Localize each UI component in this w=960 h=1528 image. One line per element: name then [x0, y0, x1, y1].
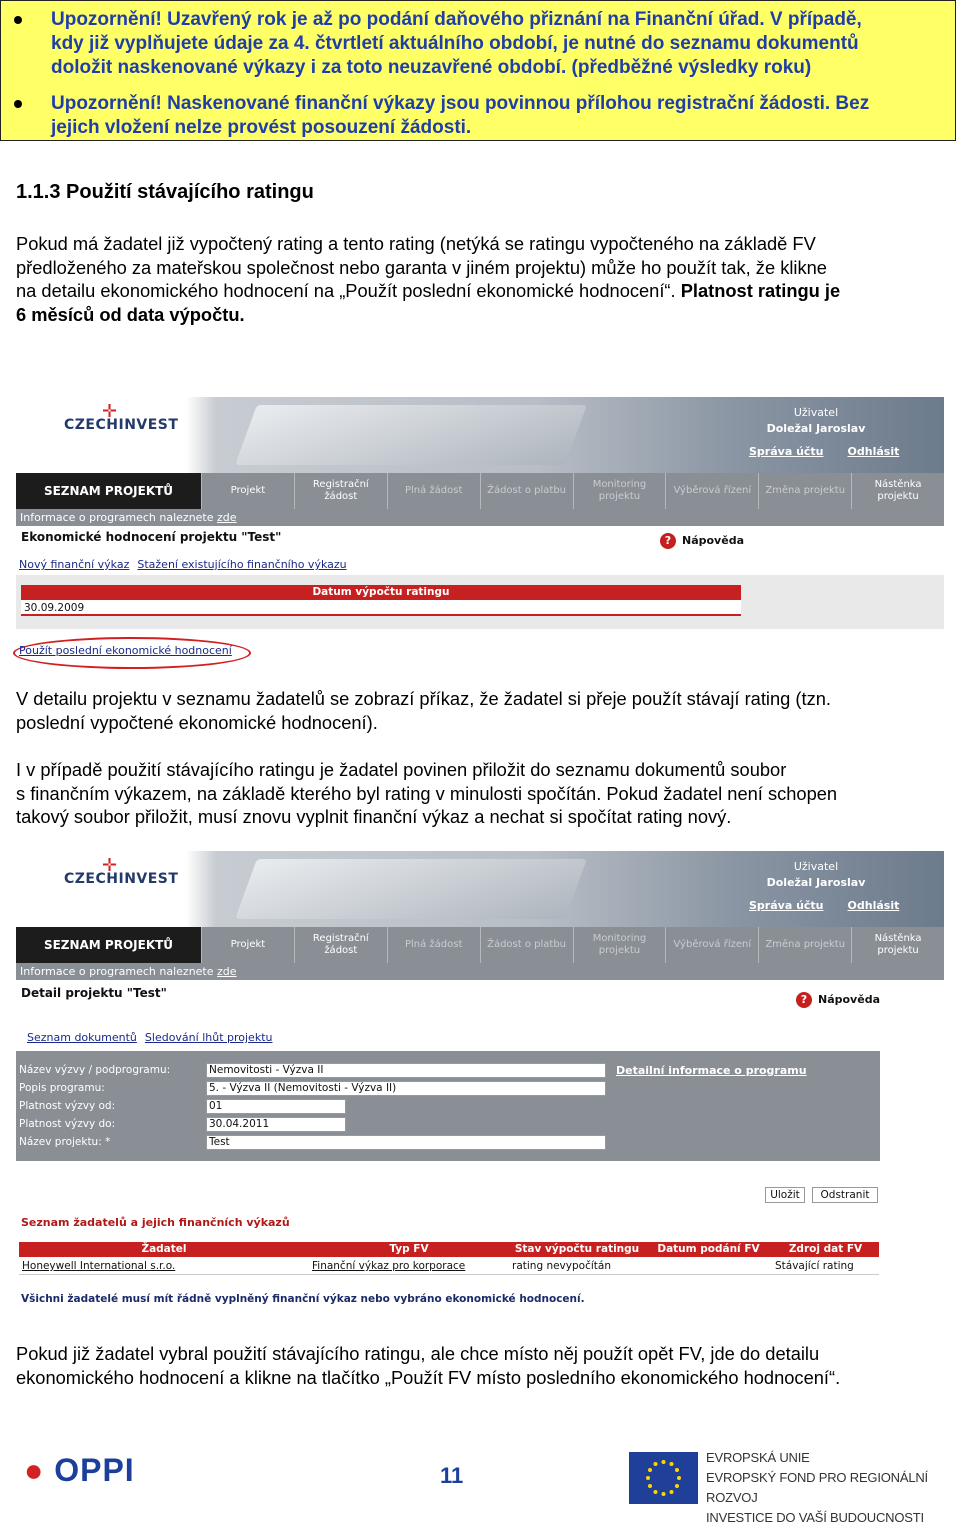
info-link[interactable]: zde [217, 965, 237, 978]
nav-payment[interactable]: Žádost o platbu [480, 473, 573, 509]
help-link[interactable]: ? Nápověda [796, 992, 880, 1008]
nav-tenders[interactable]: Výběrová řízení [665, 473, 758, 509]
new-statement-link[interactable]: Nový finanční výkaz [19, 558, 130, 571]
nav-project[interactable]: Projekt [201, 927, 294, 963]
laptop-image [235, 859, 587, 919]
eu-text: EVROPSKÁ UNIE EVROPSKÝ FOND PRO REGIONÁLNÍ ROZVOJ INVESTICE DO VAŠÍ BUDOUCNOSTI [706, 1450, 928, 1525]
nav-board[interactable]: Nástěnka projektu [851, 473, 944, 509]
nav-project[interactable]: Projekt [201, 473, 294, 509]
page-number: 11 [440, 1463, 464, 1488]
rating-date-header: Datum výpočtu ratingu [21, 585, 741, 600]
page-title: Ekonomické hodnocení projektu "Test" [21, 530, 282, 544]
program-description-field[interactable]: 5. - Výzva II (Nemovitosti - Výzva II) [206, 1081, 606, 1096]
nav-monitoring[interactable]: Monitoring projektu [573, 473, 666, 509]
paragraph-3: I v případě použití stávajícího ratingu je žadatel povinen přiložit do seznamu dokumentů soubor s finančním výkazem, na základě kterého byl rating v minulosti spočítán. Pokud žadatel není schopen takový soubor přiložit, musí znovu vyplnit finanční výkaz a nechat si spočítat rating nový. [16, 759, 838, 827]
data-source-cell: Stávající rating [772, 1258, 879, 1275]
deadlines-link[interactable]: Sledování lhůt projektu [144, 1031, 273, 1044]
paragraph-4: Pokud již žadatel vybral použití stávajícího ratingu, ale chce místo něj použít opět FV, jde do detailu ekonomického hodnocení a klikne na tlačítko „Použít FV místo posledního ekonomického hodnocení“. [16, 1343, 841, 1388]
screenshot-project-detail: ✛ CZECHINVEST Uživatel Doležal Jaroslav Správa účtu Odhlásit SEZNAM PROJEKTŮ Projekt Registrační žádost Plná žádost Žádost o platbu Monitoring projektu Výběrová řízení Změna projektu Nástěnka projektu Informace o programech naleznete zde Detail projektu "Test" ? Nápověda Seznam dokumentů Sledování lhůt projektu Název výzvy / podprogramu: Popis programu: Platnost výzvy od: Platnost výzvy do: Název projektu: * Nemovitosti - Výzva II 5. - Výzva II (Nemovitosti - Výzva II) 01 30.04.2011 Test Detailní informace o programu Uložit Odstranit Seznam žadatelů a jejich finančních výkazů Žadatel Typ FV Stav výpočtu ratingu Datum podání FV Zdroj dat FV Honeywell International s.r.o. Finanční výkaz pro korporace rating nevypočítán Stávající rating Všichni žadatelé musí mít řádně vyplněný finanční výkaz nebo vybráno ekonomické hodnocení. [16, 851, 944, 1311]
bullet-icon [14, 100, 22, 108]
nav-bar [16, 473, 944, 509]
rating-status-cell: rating nevypočítán [509, 1258, 645, 1275]
valid-from-field[interactable]: 01 [206, 1099, 346, 1114]
nav-monitoring[interactable]: Monitoring projektu [573, 927, 666, 963]
screenshot-economic-evaluation [16, 397, 944, 629]
nav-payment[interactable]: Žádost o platbu [480, 927, 573, 963]
czechinvest-logo-icon: ✛ [102, 855, 118, 876]
nav-full-application[interactable]: Plná žádost [387, 927, 480, 963]
nav-registration[interactable]: Registrační žádost [294, 473, 387, 509]
program-detail-link[interactable]: Detailní informace o programu [616, 1064, 807, 1077]
nav-project-list[interactable]: SEZNAM PROJEKTŮ [16, 927, 201, 963]
laptop-image [235, 405, 587, 465]
nav-registration[interactable]: Registrační žádost [294, 927, 387, 963]
rating-date-value: 30.09.2009 [21, 600, 741, 616]
help-icon: ? [660, 533, 676, 549]
documents-link[interactable]: Seznam dokumentů [27, 1031, 137, 1044]
call-name-field[interactable]: Nemovitosti - Výzva II [206, 1063, 606, 1078]
help-link[interactable]: ? Nápověda [660, 533, 744, 549]
statement-type-cell[interactable]: Finanční výkaz pro korporace [309, 1258, 509, 1275]
submit-date-cell [645, 1258, 772, 1275]
table-note: Všichni žadatelé musí mít řádně vyplněný finanční výkaz nebo vybráno ekonomické hodnocení. [21, 1293, 585, 1305]
nav-tenders[interactable]: Výběrová řízení [665, 927, 758, 963]
remove-button[interactable]: Odstranit [812, 1187, 878, 1203]
paragraph-1: Pokud má žadatel již vypočtený rating a tento rating (netýká se ratingu vypočteného na základě FV předloženého za mateřskou společnost nebo garanta v jiném projektu) může ho použít tak, že klikne na detailu ekonomického hodnocení na „Použít poslední ekonomické hodnocení“. Platnost ratingu je 6 měsíců od data výpočtu. [16, 233, 841, 325]
oppi-logo: ● OPPI [24, 1452, 135, 1488]
oppi-mark-icon: ● [24, 1452, 45, 1488]
section-heading: 1.1.3 Použití stávajícího ratingu [16, 181, 314, 203]
applicants-title: Seznam žadatelů a jejich finančních výkazů [21, 1216, 290, 1229]
czechinvest-logo-icon: ✛ [102, 401, 118, 422]
warning-box: Upozornění! Uzavřený rok je až po podání daňového přiznání na Finanční úřad. V případě, kdy již vyplňujete údaje za 4. čtvrtletí aktuálního období, je nutné do seznamu dokumentů doložit naskenované výkazy i za toto neuzavřené období. (předběžné výsledky roku) Upozornění! Naskenované finanční výkazy jsou povinnou přílohou registrační žádosti. Bez jejich vložení nelze provést posouzení žádosti. [0, 0, 956, 141]
app-banner: ✛ CZECHINVEST Uživatel Doležal Jaroslav Správa účtu Odhlásit [16, 397, 944, 473]
valid-to-field[interactable]: 30.04.2011 [206, 1117, 346, 1132]
account-link[interactable]: Správa účtu [749, 445, 824, 458]
info-link[interactable]: zde [217, 511, 237, 524]
account-link[interactable]: Správa účtu [749, 899, 824, 912]
save-button[interactable]: Uložit [765, 1187, 805, 1203]
nav-full-application[interactable]: Plná žádost [387, 473, 480, 509]
nav-change[interactable]: Změna projektu [758, 473, 851, 509]
help-icon: ? [796, 992, 812, 1008]
applicant-cell[interactable]: Honeywell International s.r.o. [19, 1258, 309, 1275]
bullet-icon [14, 16, 22, 24]
use-last-evaluation-link[interactable]: Použít poslední ekonomické hodnocení [19, 644, 232, 657]
info-bar: Informace o programech naleznete zde [16, 509, 944, 526]
download-statement-link[interactable]: Stažení existujícího finančního výkazu [137, 558, 347, 571]
eu-flag-icon [629, 1452, 698, 1504]
page-title: Detail projektu "Test" [21, 986, 167, 1000]
nav-board[interactable]: Nástěnka projektu [851, 927, 944, 963]
logout-link[interactable]: Odhlásit [847, 445, 900, 458]
project-name-field[interactable]: Test [206, 1135, 606, 1150]
applicants-table: Žadatel Typ FV Stav výpočtu ratingu Datum podání FV Zdroj dat FV Honeywell International s.r.o. Finanční výkaz pro korporace rating nevypočítán Stávající rating [19, 1242, 879, 1276]
paragraph-2: V detailu projektu v seznamu žadatelů se zobrazí příkaz, že žadatel si přeje použít stávají rating (tzn. poslední vypočtené ekonomické hodnocení). [16, 688, 831, 733]
nav-change[interactable]: Změna projektu [758, 927, 851, 963]
logo-text: CZECHINVEST [64, 417, 179, 433]
nav-project-list[interactable]: SEZNAM PROJEKTŮ [16, 473, 201, 509]
logout-link[interactable]: Odhlásit [847, 899, 900, 912]
